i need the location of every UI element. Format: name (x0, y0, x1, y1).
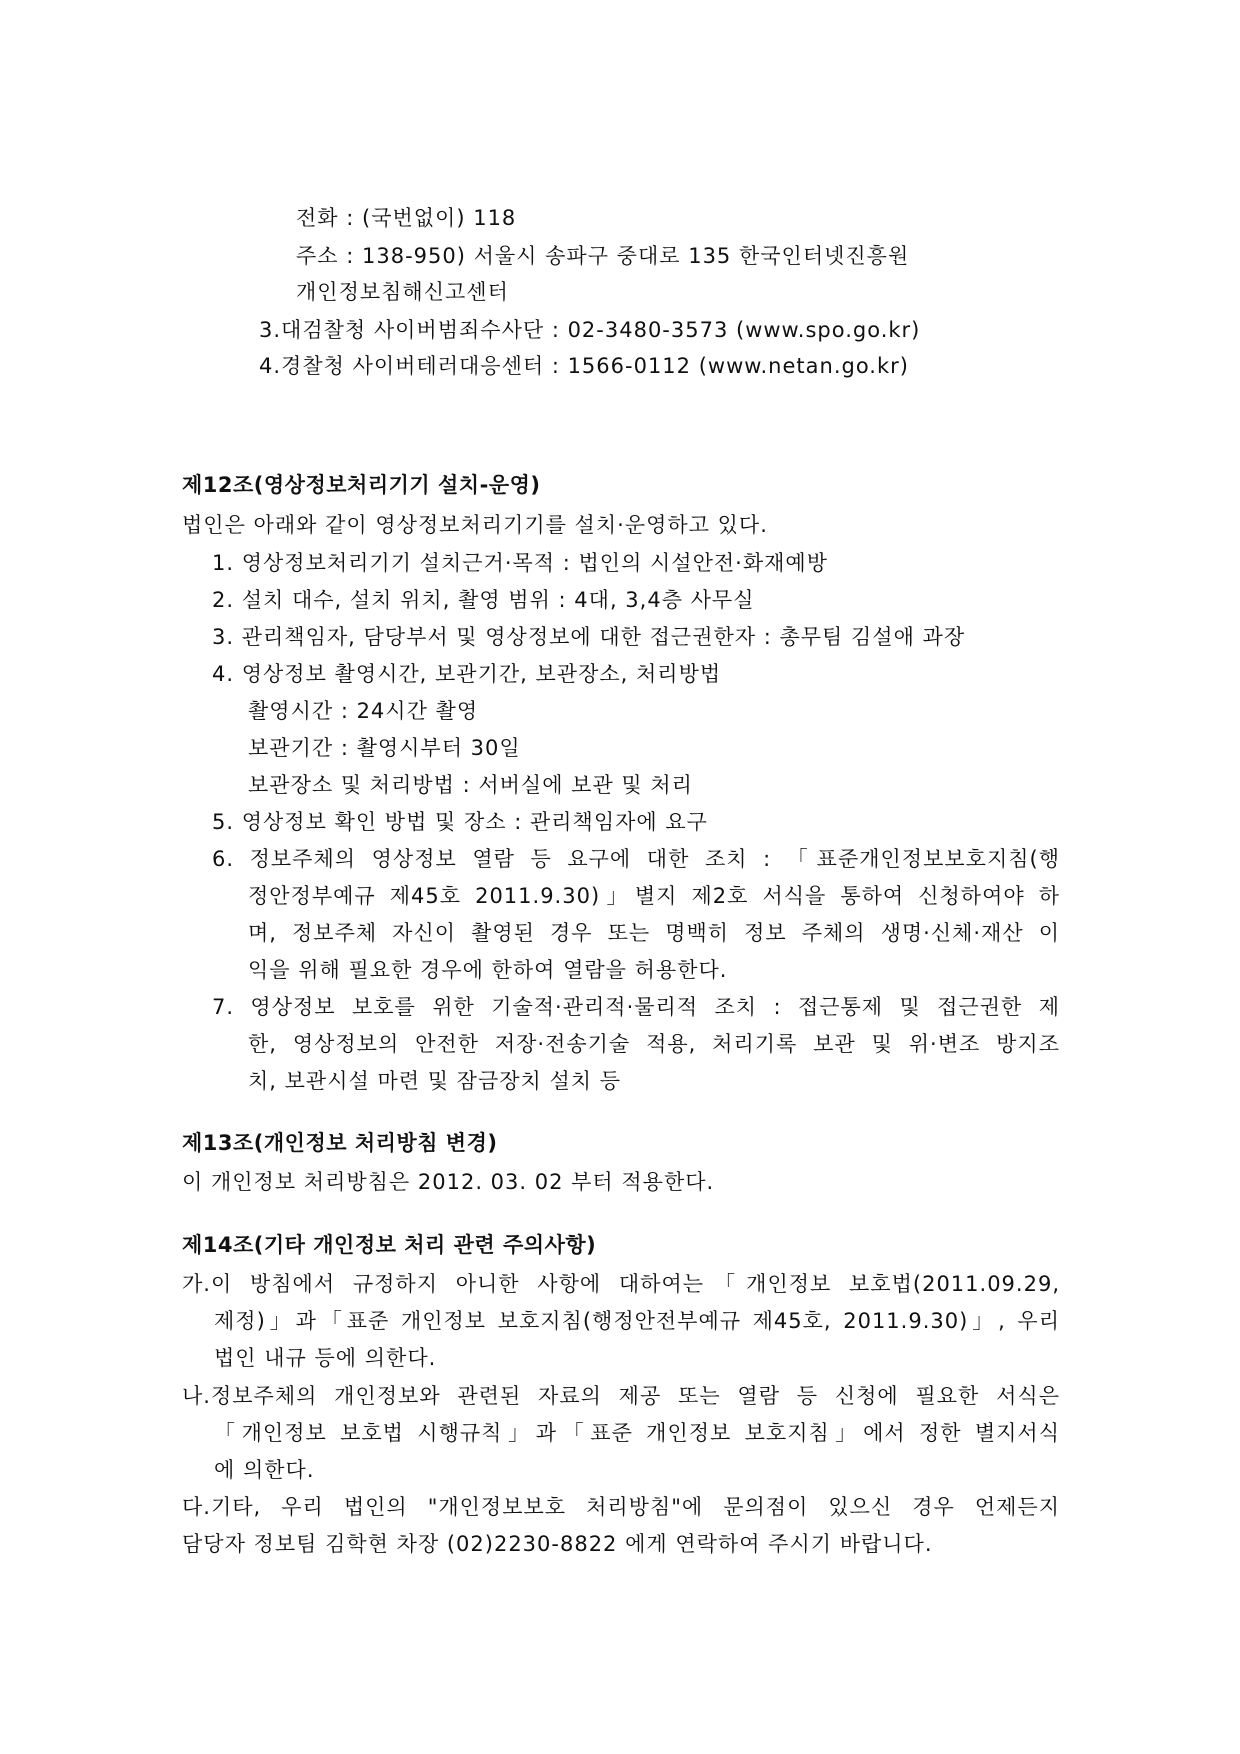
article-14-ga-line-3: 법인 내규 등에 의한다. (214, 1346, 437, 1370)
contact-item-4: 4.경찰청 사이버테러대응센터 : 1566-0112 (www.netan.go.kr) (259, 354, 909, 378)
article-12-item-6-line-4: 익을 위해 필요한 경우에 한하여 열람을 허용한다. (248, 958, 728, 982)
article-12-item-6-line-2: 정안정부예규 제45호 2011.9.30)」별지 제2호 서식을 통하여 신청하여야 하 (248, 884, 1060, 908)
contact-item-3: 3.대검찰청 사이버범죄수사단 : 02-3480-3573 (www.spo.go.kr) (259, 318, 921, 342)
article-13-heading: 제13조(개인정보 처리방침 변경) (182, 1131, 498, 1155)
article-12-item-7-line-3: 치, 보관시설 마련 및 잠금장치 설치 등 (248, 1069, 622, 1093)
article-14-na-line-3: 에 의한다. (214, 1458, 315, 1482)
article-14-na-line-2: 「개인정보 보호법 시행규칙」과「표준 개인정보 보호지침」에서 정한 별지서식 (214, 1421, 1060, 1445)
contact-center: 개인정보침해신고센터 (296, 280, 509, 304)
article-14-na-line-1: 나.정보주체의 개인정보와 관련된 자료의 제공 또는 열람 등 신청에 필요한 서식은 (182, 1384, 1060, 1408)
article-12-item-4-place: 보관장소 및 처리방법 : 서버실에 보관 및 처리 (248, 773, 693, 797)
article-12-heading: 제12조(영상정보처리기기 설치-운영) (182, 473, 541, 497)
article-12-item-2: 2. 설치 대수, 설치 위치, 촬영 범위 : 4대, 3,4층 사무실 (212, 588, 755, 612)
article-14-da-line-2: 담당자 정보팀 김학현 차장 (02)2230-8822 에게 연락하여 주시기 바랍니다. (182, 1532, 933, 1556)
article-14-ga-line-2: 제정)」과「표준 개인정보 보호지침(행정안전부예규 제45호, 2011.9.30)」, 우리 (214, 1309, 1060, 1333)
article-12-item-4-period: 보관기간 : 촬영시부터 30일 (248, 736, 521, 760)
article-12-item-3: 3. 관리책임자, 담당부서 및 영상정보에 대한 접근권한자 : 총무팀 김설애 과장 (212, 625, 966, 649)
article-14-da-line-1: 다.기타, 우리 법인의 "개인정보보호 처리방침"에 문의점이 있으신 경우 언제든지 (182, 1495, 1060, 1519)
article-14-heading: 제14조(기타 개인정보 처리 관련 주의사항) (182, 1233, 597, 1257)
article-13-body: 이 개인정보 처리방침은 2012. 03. 02 부터 적용한다. (182, 1170, 715, 1194)
article-12-item-7-line-1: 7. 영상정보 보호를 위한 기술적·관리적·물리적 조치 : 접근통제 및 접근권한 제 (212, 995, 1060, 1019)
contact-address: 주소 : 138-950) 서울시 송파구 중대로 135 한국인터넷진흥원 (296, 244, 910, 268)
article-12-item-4: 4. 영상정보 촬영시간, 보관기간, 보관장소, 처리방법 (212, 662, 722, 686)
article-12-item-5: 5. 영상정보 확인 방법 및 장소 : 관리책임자에 요구 (212, 810, 708, 834)
article-12-item-1: 1. 영상정보처리기기 설치근거·목적 : 법인의 시설안전·화재예방 (212, 551, 828, 575)
article-12-item-7-line-2: 한, 영상정보의 안전한 저장·전송기술 적용, 처리기록 보관 및 위·변조 방지조 (248, 1032, 1060, 1056)
article-12-item-4-time: 촬영시간 : 24시간 촬영 (248, 699, 479, 723)
article-14-ga-line-1: 가.이 방침에서 규정하지 아니한 사항에 대하여는「개인정보 보호법(2011.09.29, (182, 1272, 1060, 1296)
article-12-item-6-line-3: 며, 정보주체 자신이 촬영된 경우 또는 명백히 정보 주체의 생명·신체·재산 이 (248, 921, 1060, 945)
contact-phone: 전화 : (국번없이) 118 (296, 206, 517, 230)
article-12-item-6-line-1: 6. 정보주체의 영상정보 열람 등 요구에 대한 조치 : 「표준개인정보보호지침(행 (212, 847, 1060, 871)
article-12-intro: 법인은 아래와 같이 영상정보처리기기를 설치·운영하고 있다. (182, 513, 768, 537)
